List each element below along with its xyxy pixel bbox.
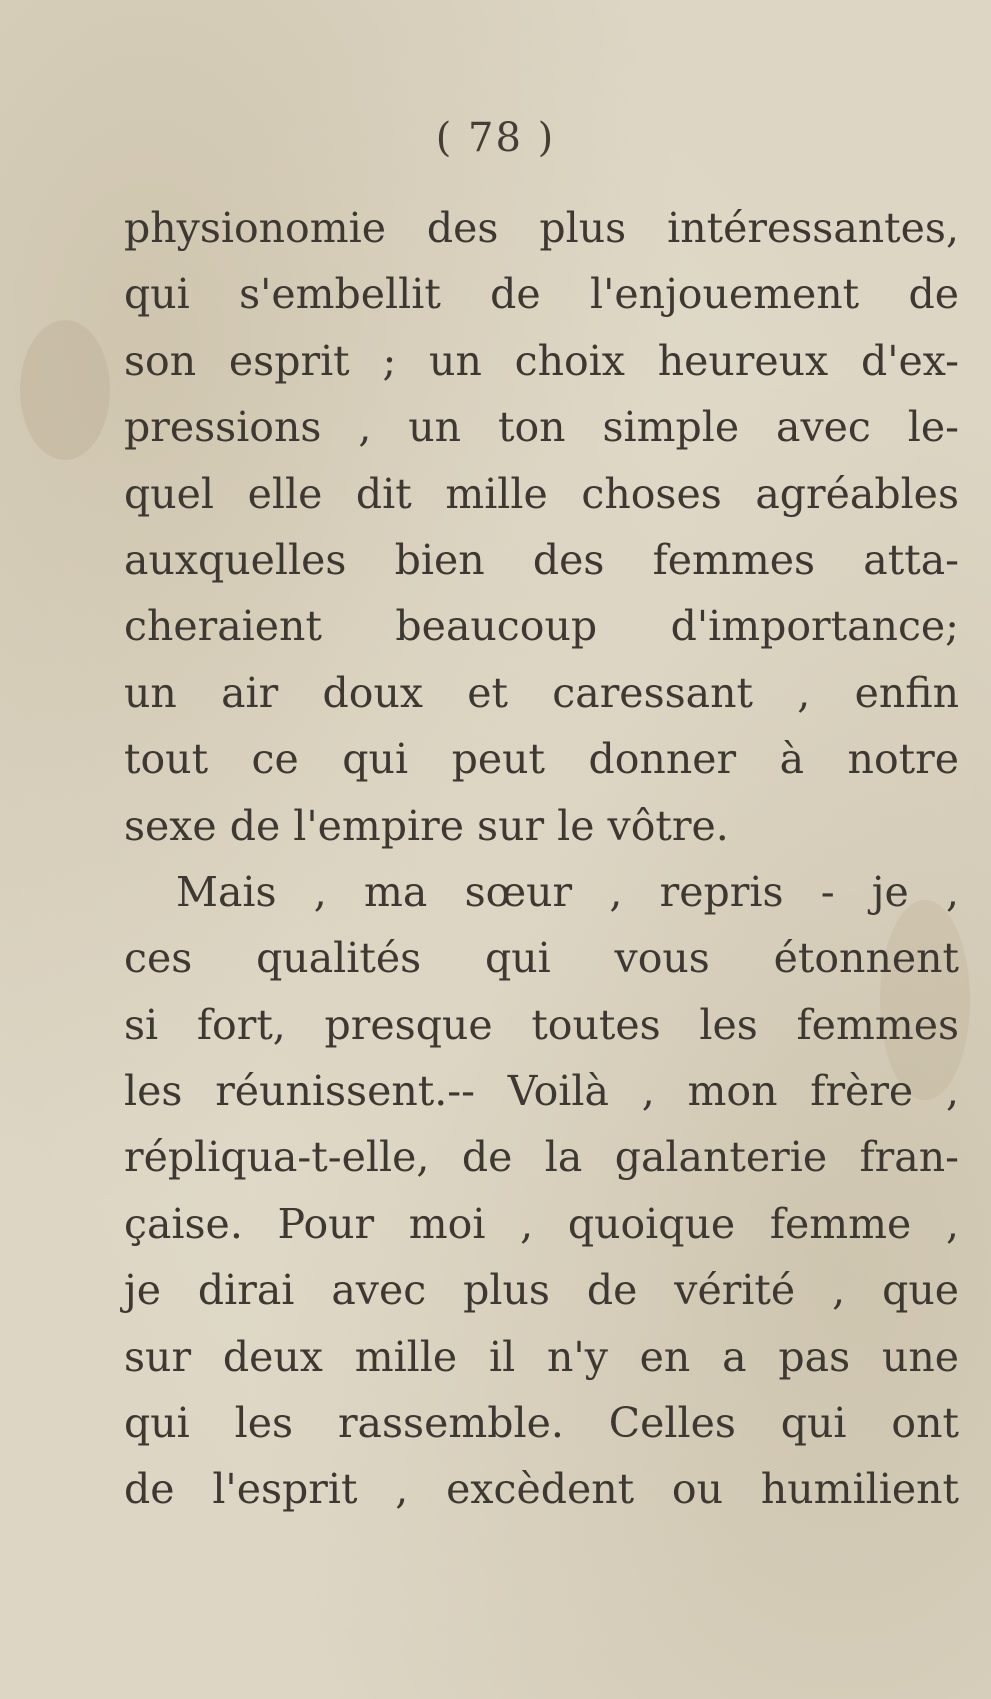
text-line: les réunissent.-- Voilà , mon frère ,: [124, 1067, 959, 1116]
text-line: auxquelles bien des femmes atta-: [124, 535, 959, 584]
text-line: si fort, presque toutes les femmes: [124, 1000, 959, 1049]
text-line: ces qualités qui vous étonnent: [124, 934, 959, 983]
page-number: ( 78 ): [435, 115, 556, 161]
text-line: çaise. Pour moi , quoique femme ,: [124, 1199, 959, 1248]
paper-stain: [20, 320, 110, 460]
text-line: sexe de l'empire sur le vôtre.: [124, 801, 729, 850]
text-line: son esprit ; un choix heureux d'ex-: [124, 336, 959, 385]
text-line: un air doux et caressant , enfin: [124, 668, 959, 717]
text-line: qui s'embellit de l'enjouement de: [124, 270, 959, 319]
body-text: [124, 195, 959, 1523]
text-line: quel elle dit mille choses agréables: [124, 469, 959, 518]
text-line: de l'esprit , excèdent ou humilient: [124, 1465, 959, 1514]
text-line: pressions , un ton simple avec le-: [124, 403, 959, 452]
text-line: cheraient beaucoup d'importance;: [124, 602, 959, 651]
text-line: physionomie des plus intéressantes,: [124, 204, 959, 252]
text-line: je dirai avec plus de vérité , que: [124, 1266, 959, 1315]
text-line: tout ce qui peut donner à notre: [124, 735, 959, 784]
text-line: qui les rassemble. Celles qui ont: [124, 1399, 959, 1448]
text-line: sur deux mille il n'y en a pas une: [124, 1332, 959, 1381]
text-line: répliqua-t-elle, de la galanterie fran-: [124, 1133, 959, 1182]
text-line: Mais , ma sœur , repris - je ,: [176, 867, 959, 916]
